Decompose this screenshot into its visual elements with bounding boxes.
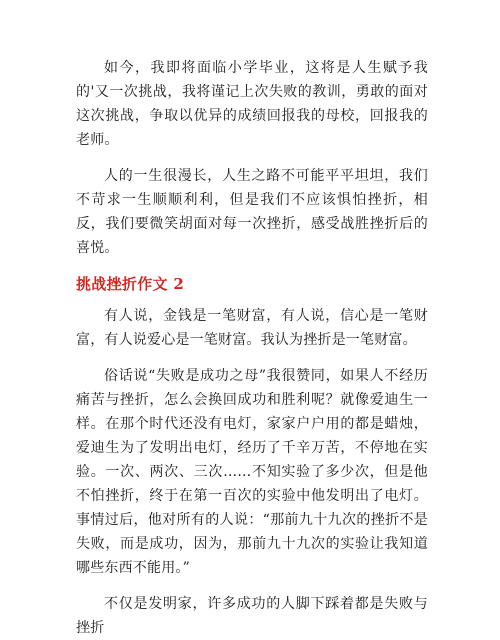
paragraph-life-journey: 人的一生很漫长，人生之路不可能平平坦坦，我们不苛求一生顺顺利利，但是我们不应该惧怕挫折，相反，我们要微笑胡面对每一次挫折，感受战胜挫折后的喜悦。	[76, 168, 428, 256]
paragraph-graduation: 如今，我即将面临小学毕业，这将是人生赋予我的'又一次挑战，我将谨记上次失败的教训，勇敢的面对这次挑战，争取以优异的成绩回报我的母校，回报我的老师。	[76, 60, 428, 148]
paragraph-edison: 俗话说“失败是成功之母”我很赞同，如果人不经历痛苦与挫折，怎么会换回成功和胜利呢？就像爱迪生一样。在那个时代还没有电灯，家家户户用的都是蜡烛，爱迪生为了发明出电灯，经历了千辛万苦，不停地在实验。一次、两次、三次……不知实验了多少次，但是他不怕挫折，终于在第一百次的实验中他发明出了电灯。事情过后，他对所有的人说：“那前九十九次的挫折不是失败，而是成功，因为，那前九十九次的实验让我知道哪些东西不能用。”	[76, 368, 428, 576]
article-body	[76, 56, 428, 640]
paragraph-wealth: 有人说，金钱是一笔财富，有人说，信心是一笔财富，有人说爱心是一笔财富。我认为挫折是一笔财富。	[76, 308, 428, 348]
paragraph-inventors: 不仅是发明家，许多成功的人脚下踩着都是失败与挫折	[76, 596, 428, 636]
section-heading: 挑战挫折作文 2	[76, 275, 185, 293]
